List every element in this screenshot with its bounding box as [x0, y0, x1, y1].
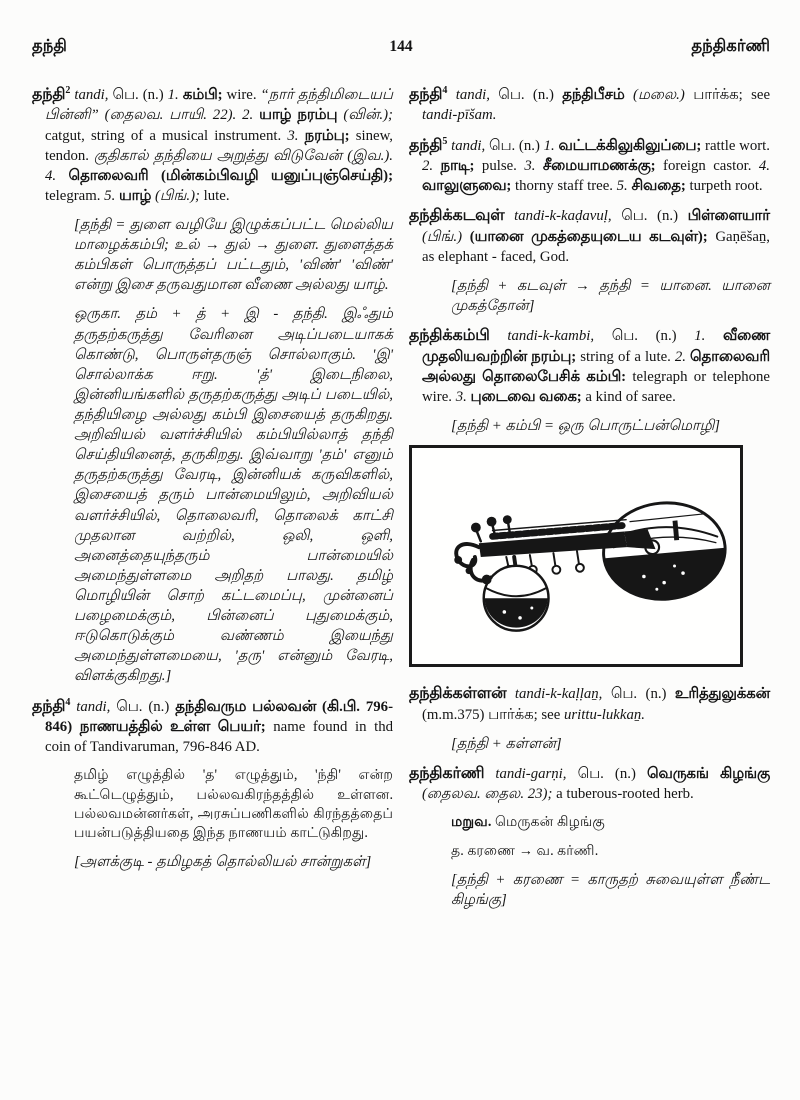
text-segment: [தந்தி = துளை வழியே இழுக்கப்பட்ட மெல்லிய மாழைக்கம்பி; உல் → துல் → துளை. துளைத்தக் கம்பிகள் பொருத்தப் பட்டதும், 'விண்' 'விண்' என்று இசை தருவதுமான வீணை அல்லது யாழ். [74, 217, 393, 294]
text-segment [490, 328, 508, 344]
text-segment: 3. [455, 388, 471, 405]
text-segment: pulse. [474, 158, 525, 175]
text-segment: மெருகன் கிழங்கு [491, 814, 605, 831]
text-segment: பார்க்க; see [693, 87, 771, 103]
text-segment [447, 87, 455, 103]
text-segment: rattle wort. [701, 137, 770, 154]
text-segment: மறுவ. [451, 814, 492, 831]
header-right-headword: தந்திகர்ணி [691, 36, 770, 55]
text-segment: 1. [167, 87, 183, 103]
veena-figure-box [409, 445, 743, 667]
text-segment: 4. [758, 158, 770, 175]
text-segment: (மலை.) [624, 87, 694, 103]
text-segment: பெ. (n.) [108, 87, 168, 103]
text-segment: தந்திக்கள்ளன் [409, 685, 507, 703]
text-segment: 2. [422, 158, 441, 175]
text-segment: தந்திபீசம் [562, 87, 625, 103]
text-segment: பெ. (n.) [611, 208, 688, 225]
text-segment: telegraph or telephone wire. [422, 368, 770, 405]
text-segment [506, 686, 514, 702]
text-segment: thorny staff tree. [511, 178, 617, 195]
text-segment: தந்தி [409, 86, 443, 103]
etymology-note [409, 276, 770, 316]
text-segment: தந்திகர்ணி [409, 764, 485, 782]
text-segment: கம்பி; [182, 87, 223, 103]
text-segment: தந்திக்கம்பி [409, 327, 490, 345]
text-segment: catgut, string of a musical instrument. [45, 127, 288, 144]
text-segment: tandi-garṇi, [495, 765, 567, 782]
text-segment: பெ. (n.) [489, 87, 563, 103]
text-segment: (வின்.); [337, 107, 393, 124]
text-segment: [அளக்குடி - தமிழகத் தொல்லியல் சான்றுகள்] [74, 854, 372, 871]
dictionary-entry [409, 205, 770, 267]
text-segment: தந்தி [409, 136, 443, 154]
text-segment: tandi, [74, 87, 109, 103]
text-segment: turpeth root. [685, 178, 763, 195]
etymology-note [32, 852, 393, 872]
text-segment: தந்தி [32, 697, 66, 715]
text-segment: 4 [65, 696, 71, 708]
text-segment: பெ. (n.) [485, 137, 544, 154]
text-segment: telegram. [45, 187, 105, 204]
text-segment: பெ. (n.) [594, 328, 695, 345]
text-segment: தொலைவரி (மின்கம்பிவழி யனுப்புஞ்செய்தி); [68, 167, 393, 184]
text-segment: பெ. (n.) [566, 765, 648, 782]
text-segment: [தந்தி + கடவுள் → தந்தி = யானை. யானை முகத்தோன்] [451, 277, 770, 315]
text-segment: வீணை முதலியவற்றின் நரம்பு; [422, 328, 771, 365]
text-segment: a kind of saree. [581, 388, 676, 405]
text-segment: 5 [442, 135, 448, 147]
dictionary-entry [409, 325, 770, 407]
text-segment: குதிகால் தந்தியை அறுத்து விடுவேன் (இவ.). [94, 147, 393, 164]
text-segment: தமிழ் எழுத்தில் 'த' எழுத்தும், 'ந்தி' என்ற கூட்டெழுத்தும், பல்லவகிரந்தத்தில் உள்ளன. பல்லவமன்னர்கள், அரசுப்பணிகளில் கிரந்தத்தைப் பயன்படுத்தியதை இந்த நாணயம் காட்டுகிறது. [74, 767, 393, 842]
text-segment: 3. [287, 127, 305, 144]
text-segment: Gaṇēšaṉ, as elephant - faced, God. [422, 228, 771, 265]
dictionary-entry [409, 763, 770, 805]
text-segment: புடைவை வகை; [470, 388, 582, 405]
text-segment: யாழ் நரம்பு [259, 107, 338, 124]
text-segment: [தந்தி + கம்பி = ஒரு பொருட்பன்மொழி] [451, 417, 721, 434]
note-paragraph [409, 813, 770, 832]
etymology-note [32, 304, 393, 686]
text-segment: tandi, [76, 698, 111, 715]
text-segment: tandi-k-kaḷḷaṉ, [514, 686, 603, 703]
text-segment: 1. [694, 328, 724, 345]
note-paragraph [409, 842, 770, 861]
text-segment: த. கரணை → வ. கர்ணி. [451, 842, 599, 859]
text-segment [505, 208, 515, 224]
etymology-note [409, 734, 770, 754]
etymology-note [32, 215, 393, 295]
text-segment: சிவதை; [631, 178, 686, 195]
text-segment: ஒருகா. தம் + த் + இ - தந்தி. இஃதும் தருதற்கருத்து வேரினை அடிப்படையாகக் கொண்டு, பொருள்தருஞ் சொல்லாகும். 'இ' சொல்லாக்க ஈறு. 'த்' இடைநிலை, இன்னியங்களில் தருதற்கருத்து அடிப் படையில், தந்தியிழை அல்லது கம்பி இசையைத் தருகிறது. அறிவியல் வளர்ச்சியில் கம்பியில்லாத் தந்தி செய்தியினைத், தருகிறது. இவ்வாறு 'தம்' எனும் தருதற்கருத்து வேரடி, இன்னியக் கருவிகளில், இசையைத் தரும் பான்மையிலும், அறிவியல் வளர்ச்சியில், தொலைவரி, தொலைக் காட்சி முதலான வற்றில், ஒலி, ஒளி, அனைத்தையுந்தரும் பான்மையில் அமைந்துள்ளமை அறிதற் பாலது. தமிழ் மொழியின் சொற் கட்டமைப்பு, முன்னைப் பழைமைக்கும், பின்னைப் புதுமைக்கும், ஈடுகொடுக்கும் வண்ணம் இயைந்து அமைந்துள்ளமையை, 'தரு' என்னும் வேரடி, விளக்குகிறது.] [74, 306, 393, 685]
dictionary-entry [32, 696, 393, 758]
text-segment: 3. [524, 158, 543, 175]
text-segment: யாழ் [118, 187, 152, 204]
text-segment: string of a lute. [576, 348, 675, 365]
header-left-headword: தந்தி [32, 36, 67, 55]
text-segment: lute. [199, 187, 230, 204]
text-segment: urittu-lukkaṉ. [563, 706, 645, 723]
text-segment: tandi, [455, 87, 490, 103]
text-segment: தந்திக்கடவுள் [409, 207, 505, 225]
text-segment: 2. [674, 348, 691, 365]
text-segment: 1. [543, 137, 559, 154]
text-segment: (பிங்.); [151, 187, 200, 204]
text-segment: 4. [45, 167, 69, 184]
page-number: 144 [389, 38, 413, 55]
dictionary-entry [409, 135, 770, 197]
left-column [32, 84, 393, 919]
text-segment: sinew, tendon. [45, 127, 393, 164]
text-segment: வட்டக்கிலுகிலுப்பை; [558, 137, 702, 154]
text-segment: தந்திவரும பல்லவன் (கி.பி. 796-846) நாணயத்தில் உள்ள பெயர்; [45, 698, 393, 735]
veena-illustration [413, 449, 739, 663]
text-segment [484, 766, 495, 782]
text-segment: [தந்தி + கரணை = காருதற் சுவையுள்ள நீண்ட கிழங்கு] [451, 871, 770, 909]
text-segment: foreign castor. [655, 158, 759, 175]
text-segment: நாடி; [440, 158, 475, 175]
text-segment: (பிங்.) [422, 228, 470, 245]
etymology-note [409, 416, 770, 436]
text-segment: 2. [242, 107, 260, 124]
text-segment: தந்தி [32, 86, 66, 103]
page-header [32, 36, 770, 58]
text-segment: “நார் தந்திமிடையப் பின்னி” (தைலவ. பாயி. 22). [45, 87, 394, 124]
text-segment: tandi-k-kaḍavuḷ, [514, 208, 612, 225]
text-segment: tandi, [451, 137, 486, 154]
text-segment: (யானை முகத்தையுடைய கடவுள்); [469, 228, 708, 245]
text-segment: tandi-pīšam. [422, 107, 497, 124]
dictionary-entry [409, 84, 770, 126]
text-segment: சீமையாமணக்கு; [542, 158, 656, 175]
text-segment: 5. [616, 178, 632, 195]
etymology-note [409, 870, 770, 910]
text-segment: தொலைவரி அல்லது தொலைபேசிக் கம்பி: [422, 348, 770, 385]
dictionary-entry [409, 683, 770, 725]
note-paragraph [32, 766, 393, 843]
dictionary-entry [32, 84, 393, 206]
right-column [409, 84, 770, 919]
text-segment: [தந்தி + கள்ளன்] [451, 735, 562, 752]
text-segment: name found in thd coin of Tandivaruman, 796-846 AD. [45, 719, 393, 756]
text-segment: wire. [222, 87, 261, 103]
text-segment: வெருகங் கிழங்கு [647, 765, 771, 782]
text-segment: பெ. (n.) [110, 698, 176, 715]
text-segment: வாலுளுவை; [422, 178, 512, 195]
text-segment: பெ. (n.) [602, 686, 675, 703]
text-segment: உரித்துலுக்கன் [674, 686, 770, 703]
two-column-text [32, 84, 770, 919]
text-segment: பிள்ளையார் [687, 208, 770, 225]
text-segment: (தைலவ. தைல. 23); [422, 786, 553, 803]
text-segment: a tuberous-rooted herb. [552, 786, 694, 803]
text-segment: tandi-k-kambi, [507, 328, 595, 345]
text-segment: (m.m.375) பார்க்க; see [422, 706, 564, 723]
text-segment: 4 [442, 85, 448, 97]
text-segment: 5. [104, 187, 119, 204]
text-segment: நரம்பு; [304, 127, 350, 144]
text-segment: 2 [65, 85, 71, 97]
